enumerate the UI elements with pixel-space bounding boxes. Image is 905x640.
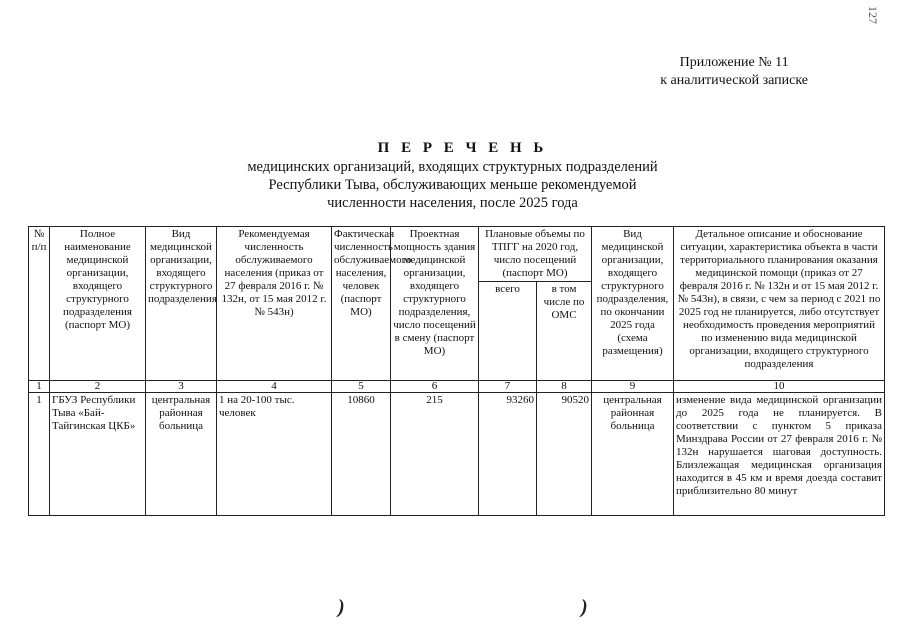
header-oms: в том числе по ОМС — [537, 282, 592, 381]
table-header-row — [29, 227, 885, 282]
row-oms-visits: 90520 — [537, 393, 592, 516]
row-organization-type: центральная районная больница — [146, 393, 217, 516]
footer-mark-right: ) — [581, 596, 588, 618]
header-organization-type: Вид медицинской организации, входящего структурного подразделения — [146, 227, 217, 381]
appendix-subtitle: к аналитической записке — [660, 73, 808, 88]
column-number: 3 — [146, 381, 217, 393]
header-recommended-population: Рекомендуемая численность обслуживаемого населения (приказ от 27 февраля 2016 г. № 132н, от 15 мая 2012 г. № 543н) — [217, 227, 332, 381]
document-subtitle-line-3: численности населения, после 2025 года — [327, 195, 578, 211]
header-planned-volumes: Плановые объемы по ТПГГ на 2020 год, число посещений (паспорт МО) — [479, 227, 592, 282]
row-design-capacity: 215 — [391, 393, 479, 516]
row-type-after-2025: центральная районная больница — [592, 393, 674, 516]
document-title-block — [0, 138, 905, 212]
row-total-visits: 93260 — [479, 393, 537, 516]
header-total: всего — [479, 282, 537, 381]
footer-mark-left: ) — [338, 596, 345, 618]
row-number: 1 — [29, 393, 50, 516]
document-heading: П Е Р Е Ч Е Н Ь — [377, 140, 548, 156]
appendix-block — [660, 54, 808, 90]
column-number: 4 — [217, 381, 332, 393]
organizations-table — [28, 226, 885, 516]
row-description: изменение вида медицинской организации до 2025 года не планируется. В соответствии с пунктом 5 приказа Минздрава России от 27 февраля 2016 г. № 132н нарушается шаговая доступность. Близлежащая медицинская организация находится в 45 км и время доезда составит приблизительно 80 минут — [674, 393, 885, 516]
header-type-after-2025: Вид медицинской организации, входящего структурного подразделения, по окончании 2025 года (схема размещения) — [592, 227, 674, 381]
row-actual-population: 10860 — [332, 393, 391, 516]
table-row — [29, 393, 885, 516]
page-number-mark: 127 — [866, 6, 880, 24]
document-subtitle-line-2: Республики Тыва, обслуживающих меньше рекомендуемой — [268, 177, 637, 193]
document-subtitle-line-1: медицинских организаций, входящих структурных подразделений — [247, 159, 658, 175]
row-organization-name: ГБУЗ Республики Тыва «Бай-Тайгинская ЦКБ» — [50, 393, 146, 516]
column-number: 9 — [592, 381, 674, 393]
header-design-capacity: Проектная мощность здания медицинской организации, входящего структурного подразделения, число посещений в смену (паспорт МО) — [391, 227, 479, 381]
column-number: 1 — [29, 381, 50, 393]
column-number: 2 — [50, 381, 146, 393]
column-number: 5 — [332, 381, 391, 393]
row-recommended-population: 1 на 20-100 тыс. человек — [217, 393, 332, 516]
column-number-row — [29, 381, 885, 393]
column-number: 8 — [537, 381, 592, 393]
appendix-title: Приложение № 11 — [679, 55, 789, 70]
column-number: 7 — [479, 381, 537, 393]
header-description: Детальное описание и обоснование ситуации, характеристика объекта в части территориального планирования оказания медицинской помощи (приказ от 27 февраля 2016 г. № 132н и от 15 мая 2012 г. № 543н), в связи, с чем за период с 2021 по 2025 год не планируется, либо отсутствует необходимость проведения мероприятий по изменению вида медицинской организации, входящего структурного подразделения — [674, 227, 885, 381]
column-number: 10 — [674, 381, 885, 393]
header-organization-name: Полное наименование медицинской организации, входящего структурного подразделения (паспорт МО) — [50, 227, 146, 381]
column-number: 6 — [391, 381, 479, 393]
header-number: № п/п — [29, 227, 50, 381]
header-actual-population: Фактическая численность обслуживаемого населения, человек (паспорт МО) — [332, 227, 391, 381]
